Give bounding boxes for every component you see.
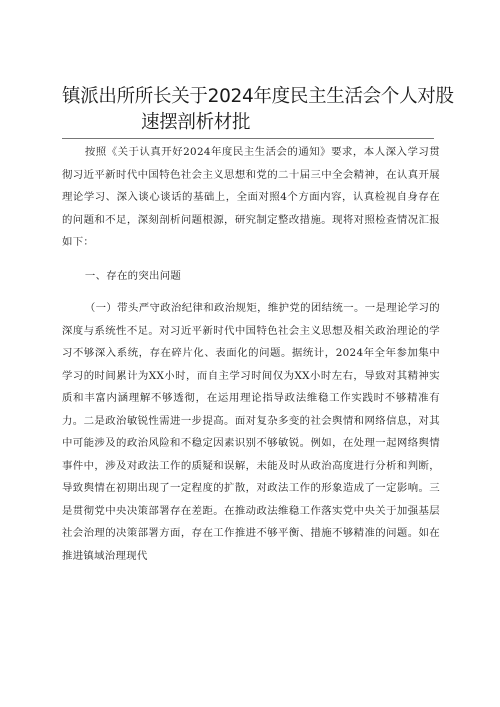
document-body [62,141,440,567]
intro-paragraph: 按照《关于认真开好2024年度民主生活会的通知》要求，本人深入学习贯彻习近平新时代中国特色社会主义思想和党的二十届三中全会精神，在认真开展理论学习、深入谈心谈话的基础上，全面对照4个方面内容，认真检视自身存在的问题和不足，深刻剖析问题根源，研究制定整改措施。现将对照检查情况汇报如下： [62,146,440,248]
section-paragraph: （一）带头严守政治纪律和政治规矩，维护党的团结统一。一是理论学习的深度与系统性不足。对习近平新时代中国特色社会主义思想及相关政治理论的学习不够深入系统，存在碎片化、表面化的问题。据统计，2024年全年参加集中学习的时间累计为XX小时，而自主学习时间仅为XX小时左右，导致对其精神实质和丰富内涵理解不够透彻，在运用理论指导政法维稳工作实践时不够精准有力。二是政治敏锐性需进一步提高。面对复杂多变的社会舆情和网络信息，对其中可能涉及的政治风险和不稳定因素识别不够敏锐。例如，在处理一起网络舆情事件中，涉及对政法工作的质疑和误解，未能及时从政治高度进行分析和判断，导致舆情在初期出现了一定程度的扩散，对政法工作的形象造成了一定影响。三是贯彻党中央决策部署存在差距。在推动政法维稳工作落实党中央关于加强基层社会治理的决策部署方面，存在工作推进不够平衡、措施不够精准的问题。如在推进镇域治理现代 [62,302,440,562]
section-heading: 一、存在的突出问题 [84,269,182,282]
title-underline [62,138,434,139]
title-line-1: 镇派出所所长关于2024年度民主生活会个人对股 [62,86,454,107]
document-title [62,84,462,136]
title-line-2: 速摆剖析材批 [141,112,251,133]
